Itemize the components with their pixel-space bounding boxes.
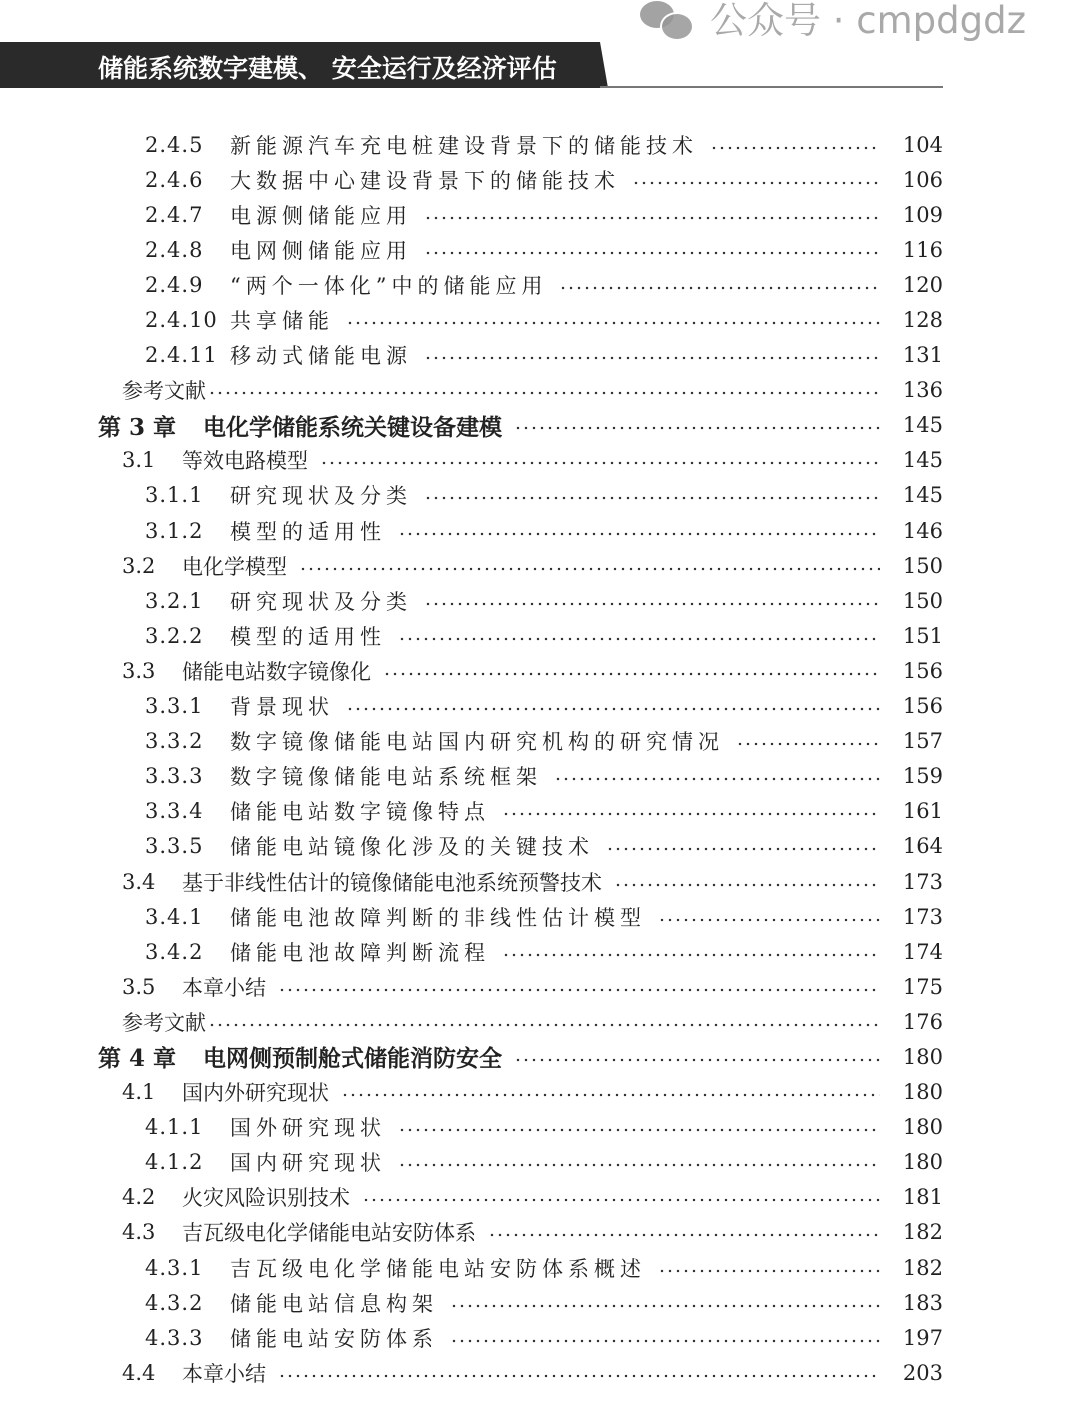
entry-title: 模型的适用性 <box>230 519 386 544</box>
dot-leader <box>502 952 880 958</box>
entry-title: 背景现状 <box>230 695 334 720</box>
entry-page: 128 <box>902 308 943 333</box>
toc-entry[interactable] <box>0 232 1080 267</box>
entry-number: 3.3.5 <box>145 834 204 859</box>
entry-title: 新能源汽车充电桩建设背景下的储能技术 <box>230 133 698 158</box>
entry-title: 共享储能 <box>230 309 334 334</box>
entry-title: 国内外研究现状 <box>182 1081 329 1106</box>
entry-title: 电化学模型 <box>182 554 287 579</box>
entry-page: 182 <box>902 1220 943 1245</box>
entry-title: 吉瓦级电化学储能电站安防体系概述 <box>230 1256 646 1281</box>
entry-title: 研究现状及分类 <box>230 484 412 509</box>
entry-page: 146 <box>902 518 943 543</box>
toc-entry[interactable] <box>0 1320 1080 1355</box>
entry-page: 106 <box>902 167 943 192</box>
toc-entry[interactable] <box>0 618 1080 653</box>
dot-leader <box>341 1092 880 1098</box>
dot-leader <box>658 917 880 923</box>
toc-entry[interactable] <box>0 934 1080 969</box>
entry-title: 数字镜像储能电站系统框架 <box>230 765 542 790</box>
entry-number: 第 4 章 <box>98 1045 177 1073</box>
toc-entry[interactable] <box>0 267 1080 302</box>
entry-page: 173 <box>902 869 943 894</box>
entry-page: 180 <box>902 1150 943 1175</box>
entry-number: 3.3.2 <box>145 729 204 754</box>
entry-title: 电网侧储能应用 <box>230 238 412 263</box>
toc-entry[interactable] <box>0 478 1080 513</box>
toc-entry[interactable] <box>0 513 1080 548</box>
dot-leader <box>346 706 880 712</box>
toc-references-entry[interactable] <box>0 373 1080 408</box>
entry-number: 3.4.1 <box>145 904 204 929</box>
toc-entry[interactable] <box>0 653 1080 688</box>
entry-title: 数字镜像储能电站国内研究机构的研究情况 <box>230 730 724 755</box>
dot-leader <box>208 1022 880 1028</box>
dot-leader <box>488 1232 880 1238</box>
dot-leader <box>514 425 880 431</box>
entry-page: 145 <box>902 413 943 438</box>
entry-number: 参考文献 <box>122 1010 206 1035</box>
wechat-icon <box>640 1 698 41</box>
dot-leader <box>514 1057 880 1063</box>
toc-entry[interactable] <box>0 864 1080 899</box>
entry-page: 180 <box>902 1115 943 1140</box>
entry-page: 180 <box>902 1044 943 1069</box>
entry-page: 181 <box>902 1185 943 1210</box>
dot-leader <box>299 566 880 572</box>
toc-entry[interactable] <box>0 583 1080 618</box>
toc-entry[interactable] <box>0 969 1080 1004</box>
dot-leader <box>424 355 880 361</box>
toc-entry[interactable] <box>0 689 1080 724</box>
dot-leader <box>346 320 880 326</box>
entry-page: 180 <box>902 1080 943 1105</box>
entry-title: 本章小结 <box>182 1361 266 1386</box>
entry-number: 3.3 <box>122 658 156 683</box>
toc-entry[interactable] <box>0 1250 1080 1285</box>
toc-references-entry[interactable] <box>0 1004 1080 1039</box>
entry-number: 4.1 <box>122 1080 156 1105</box>
entry-number: 3.3.1 <box>145 694 204 719</box>
entry-page: 173 <box>902 904 943 929</box>
dot-leader <box>554 776 880 782</box>
toc-entry[interactable] <box>0 127 1080 162</box>
dot-leader <box>450 1338 880 1344</box>
entry-number: 3.1.2 <box>145 518 204 543</box>
entry-number: 4.3.3 <box>145 1325 204 1350</box>
entry-number: 4.1.1 <box>145 1115 204 1140</box>
entry-number: 4.4 <box>122 1360 156 1385</box>
entry-page: 109 <box>902 202 943 227</box>
entry-page: 136 <box>902 378 943 403</box>
entry-title: 国内研究现状 <box>230 1151 386 1176</box>
dot-leader <box>208 390 880 396</box>
entry-title: 模型的适用性 <box>230 624 386 649</box>
entry-number: 3.4 <box>122 869 156 894</box>
entry-number: 4.2 <box>122 1185 156 1210</box>
entry-page: 159 <box>902 764 943 789</box>
running-header-title: 储能系统数字建模、 安全运行及经济评估 <box>98 54 557 83</box>
entry-page: 156 <box>902 694 943 719</box>
entry-title: 等效电路模型 <box>182 449 308 474</box>
entry-number: 2.4.11 <box>145 343 218 368</box>
toc-entry[interactable] <box>0 794 1080 829</box>
dot-leader <box>450 1303 880 1309</box>
dot-leader <box>383 671 880 677</box>
toc-chapter-entry[interactable] <box>0 1039 1080 1074</box>
entry-title: 火灾风险识别技术 <box>182 1186 350 1211</box>
dot-leader <box>736 741 880 747</box>
toc-chapter-entry[interactable] <box>0 408 1080 443</box>
entry-number: 3.2 <box>122 553 156 578</box>
entry-number: 3.3.3 <box>145 764 204 789</box>
entry-title: 储能电站安防体系 <box>230 1326 438 1351</box>
toc-entry[interactable] <box>0 162 1080 197</box>
entry-title: “两个一体化”中的储能应用 <box>230 273 548 298</box>
entry-page: 145 <box>902 448 943 473</box>
dot-leader <box>398 636 880 642</box>
toc-entry[interactable] <box>0 759 1080 794</box>
dot-leader <box>424 250 880 256</box>
entry-page: 161 <box>902 799 943 824</box>
toc-entry[interactable] <box>0 1180 1080 1215</box>
entry-title: 电网侧预制舱式储能消防安全 <box>203 1045 502 1073</box>
entry-number: 3.3.4 <box>145 799 204 824</box>
entry-number: 2.4.7 <box>145 202 204 227</box>
entry-number: 4.1.2 <box>145 1150 204 1175</box>
entry-title: 移动式储能电源 <box>230 344 412 369</box>
toc-entry[interactable] <box>0 197 1080 232</box>
entry-number: 2.4.6 <box>145 167 204 192</box>
entry-title: 储能电站信息构架 <box>230 1291 438 1316</box>
entry-page: 176 <box>902 1009 943 1034</box>
dot-leader <box>424 215 880 221</box>
entry-number: 4.3.2 <box>145 1290 204 1315</box>
entry-title: 电源侧储能应用 <box>230 203 412 228</box>
dot-leader <box>398 1162 880 1168</box>
toc-entry[interactable] <box>0 829 1080 864</box>
entry-number: 3.2.1 <box>145 588 204 613</box>
entry-page: 175 <box>902 974 943 999</box>
entry-number: 3.5 <box>122 974 156 999</box>
entry-number: 3.4.2 <box>145 939 204 964</box>
entry-page: 151 <box>902 623 943 648</box>
entry-number: 第 3 章 <box>98 413 177 441</box>
entry-number: 3.1 <box>122 448 156 473</box>
entry-page: 182 <box>902 1255 943 1280</box>
entry-page: 116 <box>902 237 943 262</box>
entry-page: 131 <box>902 343 943 368</box>
entry-page: 197 <box>902 1325 943 1350</box>
entry-title: 吉瓦级电化学储能电站安防体系 <box>182 1221 476 1246</box>
entry-title: 储能电站镜像化涉及的关键技术 <box>230 835 594 860</box>
dot-leader <box>398 531 880 537</box>
entry-number: 4.3.1 <box>145 1255 204 1280</box>
toc-entry[interactable] <box>0 548 1080 583</box>
dot-leader <box>606 846 880 852</box>
entry-page: 120 <box>902 272 943 297</box>
toc-entry[interactable] <box>0 1145 1080 1180</box>
dot-leader <box>502 811 880 817</box>
watermark <box>640 0 1026 42</box>
toc-entry[interactable] <box>0 899 1080 934</box>
entry-title: 储能电池故障判断的非线性估计模型 <box>230 905 646 930</box>
dot-leader <box>278 987 880 993</box>
entry-title: 国外研究现状 <box>230 1116 386 1141</box>
entry-title: 储能电池故障判断流程 <box>230 940 490 965</box>
table-of-contents <box>0 127 1080 1390</box>
toc-entry[interactable] <box>0 1075 1080 1110</box>
entry-title: 大数据中心建设背景下的储能技术 <box>230 168 620 193</box>
entry-title: 储能电站数字镜像特点 <box>230 800 490 825</box>
dot-leader <box>559 285 880 291</box>
entry-title: 基于非线性估计的镜像储能电池系统预警技术 <box>182 870 602 895</box>
entry-page: 150 <box>902 553 943 578</box>
dot-leader <box>424 601 880 607</box>
entry-page: 203 <box>902 1360 943 1385</box>
entry-number: 2.4.5 <box>145 132 204 157</box>
entry-title: 研究现状及分类 <box>230 589 412 614</box>
toc-entry[interactable] <box>0 1285 1080 1320</box>
entry-number: 3.2.2 <box>145 623 204 648</box>
toc-entry[interactable] <box>0 724 1080 759</box>
entry-page: 150 <box>902 588 943 613</box>
entry-title: 电化学储能系统关键设备建模 <box>203 413 502 441</box>
entry-title: 本章小结 <box>182 975 266 1000</box>
dot-leader <box>278 1373 880 1379</box>
entry-number: 2.4.8 <box>145 237 204 262</box>
toc-entry[interactable] <box>0 302 1080 337</box>
entry-page: 104 <box>902 132 943 157</box>
entry-number: 2.4.9 <box>145 272 204 297</box>
entry-page: 156 <box>902 658 943 683</box>
dot-leader <box>320 460 880 466</box>
entry-page: 157 <box>902 729 943 754</box>
dot-leader <box>658 1268 880 1274</box>
header-rule <box>600 86 943 88</box>
entry-number: 3.1.1 <box>145 483 204 508</box>
entry-number: 4.3 <box>122 1220 156 1245</box>
dot-leader <box>398 1127 880 1133</box>
entry-number: 2.4.10 <box>145 308 218 333</box>
dot-leader <box>362 1197 880 1203</box>
entry-number: 参考文献 <box>122 379 206 404</box>
entry-title: 储能电站数字镜像化 <box>182 659 371 684</box>
toc-entry[interactable] <box>0 1110 1080 1145</box>
toc-entry[interactable] <box>0 338 1080 373</box>
dot-leader <box>710 145 880 151</box>
toc-entry[interactable] <box>0 443 1080 478</box>
entry-page: 183 <box>902 1290 943 1315</box>
entry-page: 145 <box>902 483 943 508</box>
watermark-text: 公众号 · cmpdgdz <box>710 0 1027 42</box>
toc-entry[interactable] <box>0 1355 1080 1390</box>
entry-page: 174 <box>902 939 943 964</box>
dot-leader <box>632 180 880 186</box>
dot-leader <box>614 882 880 888</box>
toc-entry[interactable] <box>0 1215 1080 1250</box>
entry-page: 164 <box>902 834 943 859</box>
dot-leader <box>424 495 880 501</box>
